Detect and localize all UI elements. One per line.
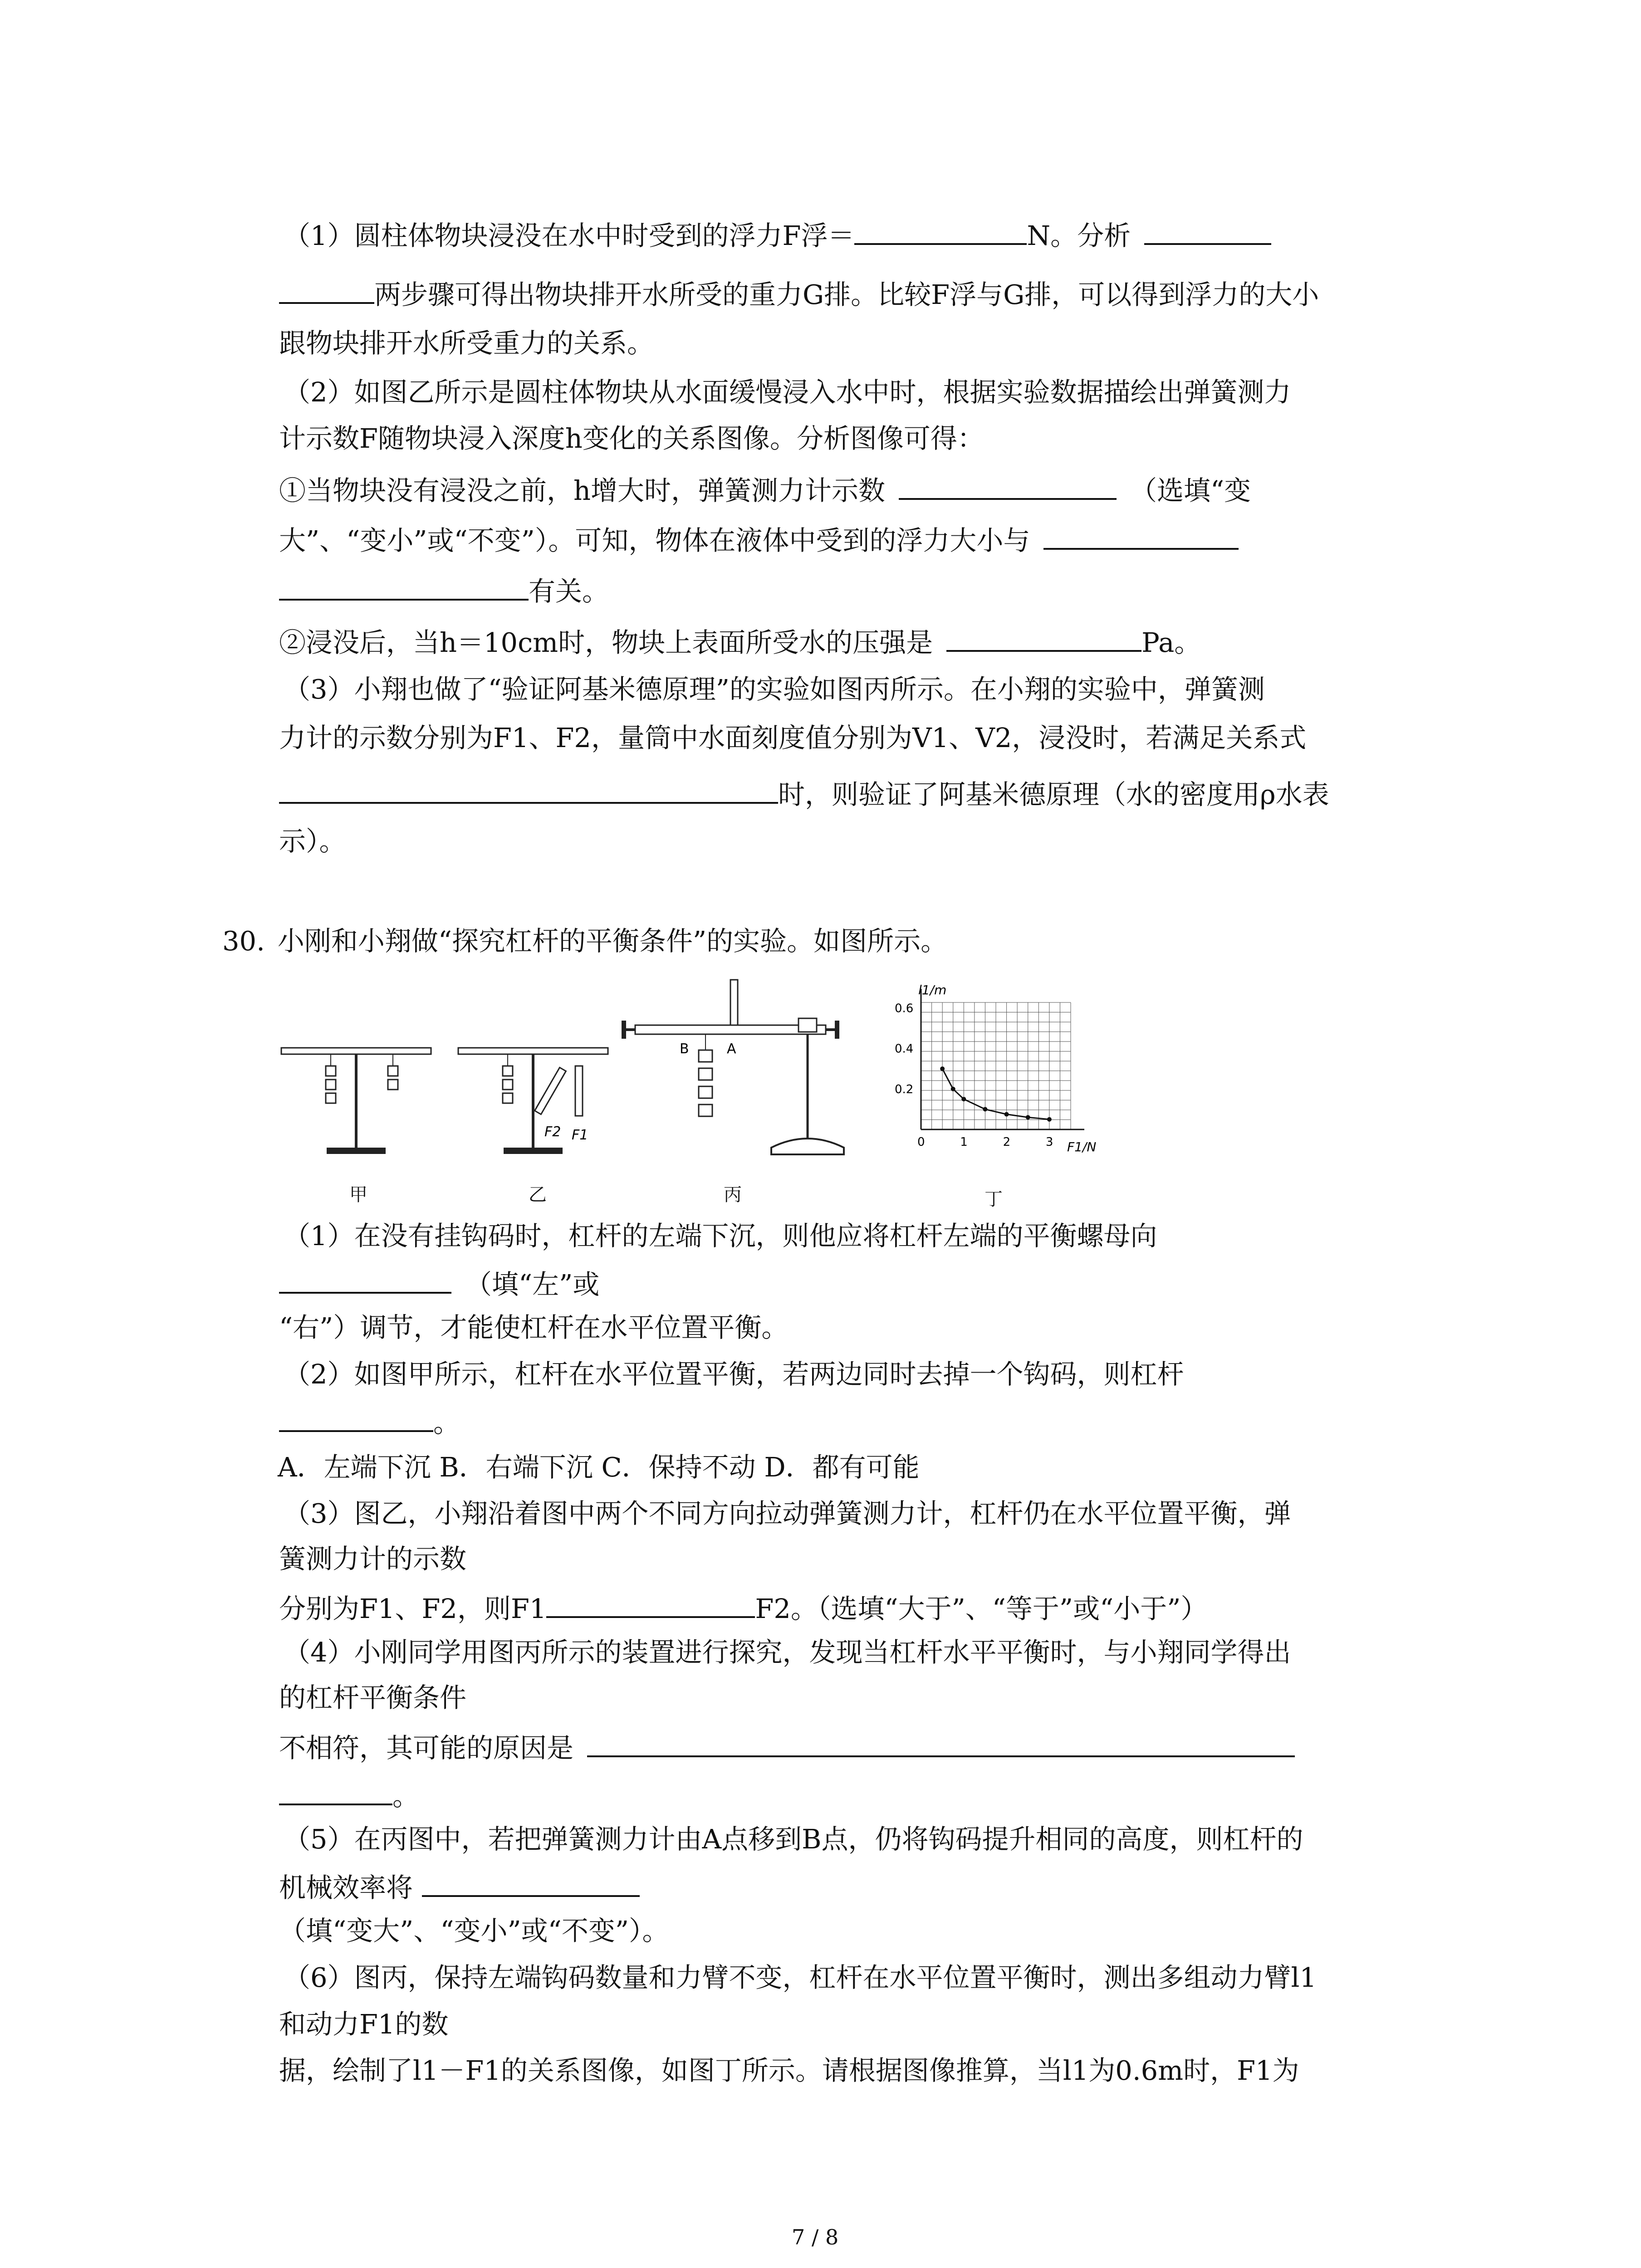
- answer-blank-lever-state[interactable]: [279, 1404, 433, 1432]
- answer-blank-reason[interactable]: [587, 1729, 1295, 1757]
- x-tick-label: 1: [960, 1135, 968, 1149]
- y-tick-label: 0.2: [895, 1082, 914, 1096]
- q30-s3-text-a: （3）图乙，小翔沿着图中两个不同方向拉动弹簧测力计，杠杆仍在水平位置平衡，弹: [284, 1498, 1291, 1529]
- q30-s4-line-d: [279, 1777, 419, 1812]
- q29-p2-text-a: （2）如图乙所示是圆柱体物块从水面缓慢浸入水中时，根据实验数据描绘出弹簧测力: [284, 376, 1291, 408]
- q30-s4-text-b: 的杠杆平衡条件: [279, 1682, 467, 1713]
- y-axis-label: l1/m: [918, 984, 947, 997]
- spring-scale-f2: [535, 1067, 566, 1114]
- y-tick-label: 0.6: [895, 1002, 914, 1016]
- data-point: [951, 1087, 955, 1091]
- q30-s1-text-b: （填“左”或: [465, 1269, 600, 1300]
- hook-weights-chain: [699, 1034, 712, 1116]
- q30-s1-line-b: [279, 1266, 599, 1300]
- q29-p2-text-c1: ①当物块没有浸没之前，h增大时，弹簧测力计示数: [279, 475, 885, 506]
- stand-frame: [771, 1018, 844, 1154]
- x-tick-label: 3: [1045, 1135, 1053, 1149]
- lever-bar: [281, 1048, 431, 1054]
- answer-blank-relation[interactable]: [279, 776, 778, 804]
- hook-weights-right: [388, 1054, 398, 1090]
- answer-blank-steps[interactable]: [1144, 217, 1271, 245]
- q30-s5-text-a: （5）在丙图中，若把弹簧测力计由A点移到B点，仍将钩码提升相同的高度，则杠杆的: [284, 1823, 1303, 1855]
- lever-bar: [635, 1025, 826, 1034]
- data-point: [1026, 1115, 1030, 1119]
- stand-base: [504, 1148, 563, 1154]
- q30-s5-line-b: [279, 1869, 640, 1904]
- hook-weights-left: [326, 1054, 336, 1103]
- answer-blank-reason-cont[interactable]: [279, 1777, 392, 1805]
- balance-nut-left: [622, 1021, 626, 1039]
- q30-number: 30.: [222, 925, 265, 957]
- page-number: 7 / 8: [792, 2225, 839, 2249]
- q29-p3-text-c: 时，则验证了阿基米德原理（水的密度用ρ水表: [778, 779, 1329, 810]
- data-point: [1047, 1117, 1052, 1122]
- caption-bing: 丙: [724, 1184, 742, 1205]
- caption-yi: 乙: [529, 1184, 547, 1205]
- q29-p2-text-e: 有关。: [529, 576, 609, 607]
- q30-stem-line: [222, 925, 947, 957]
- hook-weights-left: [503, 1054, 513, 1103]
- x-axis-label: F1/N: [1067, 1139, 1097, 1154]
- q30-s4-line-c: [279, 1729, 1295, 1764]
- lever-bar: [458, 1048, 608, 1054]
- answer-blank-steps-cont[interactable]: [279, 276, 374, 304]
- q30-s2-options: A．左端下沉 B．右端下沉 C．保持不动 D．都有可能: [278, 1452, 920, 1483]
- q30-s5-text-b: 机械效率将: [279, 1872, 413, 1903]
- data-point: [1004, 1112, 1009, 1117]
- figure-yi: [458, 1048, 608, 1154]
- x-tick-label: 0: [917, 1135, 925, 1149]
- l1-f1-chart: [889, 984, 1125, 1166]
- q30-s3-text-c1: 分别为F1、F2，则F1: [279, 1593, 547, 1624]
- stand-base: [327, 1148, 386, 1154]
- answer-blank-related-to-cont[interactable]: [279, 572, 529, 601]
- figure-bing: [622, 980, 844, 1154]
- q29-p2-text-c2: （选填“变: [1130, 475, 1251, 506]
- figure-jia: [281, 1048, 431, 1154]
- answer-blank-compare[interactable]: [546, 1590, 755, 1618]
- q29-p1-text-a: （1）圆柱体物块浸没在水中时受到的浮力F浮＝: [284, 220, 855, 251]
- label-point-a: A: [727, 1041, 736, 1057]
- q30-s3-text-b: 簧测力计的示数: [279, 1543, 467, 1574]
- caption-ding: 丁: [985, 1189, 1003, 1210]
- answer-blank-buoyancy[interactable]: [854, 217, 1027, 245]
- y-tick-label: 0.4: [895, 1042, 914, 1056]
- q30-s1-text-a: （1）在没有挂钩码时，杠杆的左端下沉，则他应将杠杆左端的平衡螺母向: [284, 1220, 1157, 1251]
- q30-s1-text-c: “右”）调节，才能使杠杆在水平位置平衡。: [279, 1312, 789, 1343]
- q30-s3-text-c2: F2。（选填“大于”、“等于”或“小于”）: [755, 1593, 1208, 1624]
- q29-line1: [284, 217, 1271, 252]
- q29-p2-text-d: 大”、“变小”或“不变”）。可知，物体在液体中受到的浮力大小与: [279, 525, 1030, 556]
- q30-s6-text-a: （6）图丙，保持左端钩码数量和力臂不变，杠杆在水平位置平衡时，测出多组动力臂l1: [284, 1962, 1317, 1993]
- q30-s2-text-b: 。: [433, 1407, 460, 1438]
- label-point-b: B: [680, 1041, 689, 1057]
- q29-line2: [279, 276, 1319, 311]
- q29-p1-text-c: 两步骤可得出物块排开水所受的重力G排。比较F浮与G排，可以得到浮力的大小: [374, 279, 1319, 310]
- q30-s5-text-c: （填“变大”、“变小”或“不变”）。: [279, 1915, 669, 1946]
- answer-blank-related-to[interactable]: [1043, 522, 1239, 550]
- q30-stem: 小刚和小翔做“探究杠杆的平衡条件”的实验。如图所示。: [277, 925, 948, 957]
- q30-s2-line-b: [279, 1404, 460, 1439]
- data-point: [961, 1097, 966, 1101]
- caption-jia: 甲: [349, 1184, 367, 1205]
- q29-p3-text-a: （3）小翔也做了“验证阿基米德原理”的实验如图丙所示。在小翔的实验中，弹簧测: [284, 674, 1265, 705]
- balance-nut-right: [835, 1021, 839, 1039]
- answer-blank-direction[interactable]: [279, 1266, 451, 1294]
- q29-line-f: [279, 624, 1201, 659]
- answer-blank-efficiency[interactable]: [422, 1869, 640, 1897]
- q29-line-c: [279, 472, 1251, 507]
- q30-s6-text-b: 和动力F1的数: [279, 2009, 449, 2040]
- q30-s3-line-c: [279, 1590, 1207, 1625]
- q30-s4-text-c: 不相符，其可能的原因是: [279, 1732, 574, 1764]
- q30-s4-text-d: 。: [392, 1780, 420, 1812]
- label-f1: F1: [572, 1127, 588, 1143]
- q29-p3-text-b: 力计的示数分别为F1、F2，量筒中水面刻度值分别为V1、V2，浸没时，若满足关系式: [279, 722, 1307, 753]
- q29-p2-text-f2: Pa。: [1141, 627, 1201, 658]
- q29-line-p3c: [279, 776, 1329, 811]
- q29-p1-text-d: 跟物块排开水所受重力的关系。: [279, 327, 654, 359]
- q30-s2-text-a: （2）如图甲所示，杠杆在水平位置平衡，若两边同时去掉一个钩码，则杠杆: [284, 1359, 1184, 1390]
- spring-scale-f1: [575, 1066, 583, 1116]
- answer-blank-pressure[interactable]: [946, 624, 1141, 652]
- q29-p3-text-d: 示）。: [279, 826, 346, 857]
- data-point: [940, 1066, 945, 1071]
- label-f2: F2: [544, 1124, 561, 1140]
- q29-p2-text-f1: ②浸没后，当h＝10cm时，物块上表面所受水的压强是: [279, 627, 933, 658]
- chart-ticks: [895, 1002, 1053, 1149]
- answer-blank-spring-reading[interactable]: [899, 472, 1117, 500]
- chart-grid: [921, 1002, 1071, 1129]
- x-tick-label: 2: [1003, 1135, 1011, 1149]
- q30-s6-text-c: 据，绘制了l1－F1的关系图像，如图丁所示。请根据图像推算，当l1为0.6m时，F1为: [279, 2055, 1299, 2086]
- spring-scale-vertical: [730, 980, 738, 1025]
- q29-p1-text-b: N。分析: [1027, 220, 1131, 251]
- q29-line-e: [279, 572, 609, 607]
- q29-p2-text-b: 计示数F随物块浸入深度h变化的关系图像。分析图像可得：: [279, 423, 984, 454]
- data-point: [983, 1107, 987, 1111]
- q29-line-d: [279, 522, 1239, 557]
- q30-s4-text-a: （4）小刚同学用图丙所示的装置进行探究，发现当杠杆水平平衡时，与小翔同学得出: [284, 1637, 1291, 1668]
